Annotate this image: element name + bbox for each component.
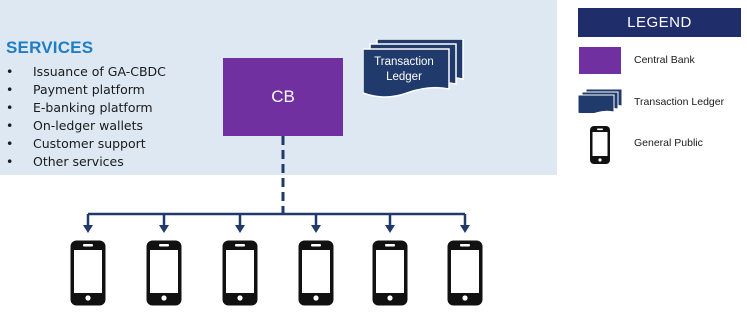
service-item: • E-banking platform xyxy=(6,100,153,115)
service-item: • Customer support xyxy=(6,136,146,151)
phone-icon xyxy=(145,239,183,307)
arrow-down-icon xyxy=(311,214,321,233)
legend-central-bank-swatch xyxy=(579,47,621,74)
arrow-down-icon xyxy=(83,214,93,233)
arrow-down-icon xyxy=(460,214,470,233)
service-item-label: Payment platform xyxy=(33,82,145,97)
service-item: • On-ledger wallets xyxy=(6,118,144,133)
legend-header xyxy=(578,8,741,37)
service-item-label: On-ledger wallets xyxy=(33,118,144,133)
central-bank-label: CB xyxy=(271,87,295,106)
service-item-label: Issuance of GA-CBDC xyxy=(33,64,166,79)
ledger-label-line2: Ledger xyxy=(386,71,422,83)
service-item-label: Customer support xyxy=(33,136,146,151)
service-item: • Payment platform xyxy=(6,82,145,97)
ledger-label-line1: Transaction xyxy=(374,56,434,68)
arrow-down-icon xyxy=(385,214,395,233)
legend-transaction-ledger-label: Transaction Ledger xyxy=(634,96,725,108)
service-item: • Issuance of GA-CBDC xyxy=(6,64,166,79)
arrow-down-icon xyxy=(159,214,169,233)
legend-general-public-label: General Public xyxy=(634,137,703,149)
phone-icon xyxy=(69,239,107,307)
legend-central-bank-label: Central Bank xyxy=(634,54,695,66)
phone-icon xyxy=(221,239,259,307)
phone-icon xyxy=(589,125,611,165)
service-item-label: E-banking platform xyxy=(33,100,153,115)
phone-icon xyxy=(446,239,484,307)
service-item: • Other services xyxy=(6,154,124,169)
service-item-label: Other services xyxy=(33,154,124,169)
phone-icon xyxy=(297,239,335,307)
ledger-stack-icon xyxy=(578,89,622,113)
services-title: SERVICES xyxy=(6,38,94,57)
legend-title: LEGEND xyxy=(627,14,692,31)
phone-icon xyxy=(371,239,409,307)
arrow-down-icon xyxy=(235,214,245,233)
